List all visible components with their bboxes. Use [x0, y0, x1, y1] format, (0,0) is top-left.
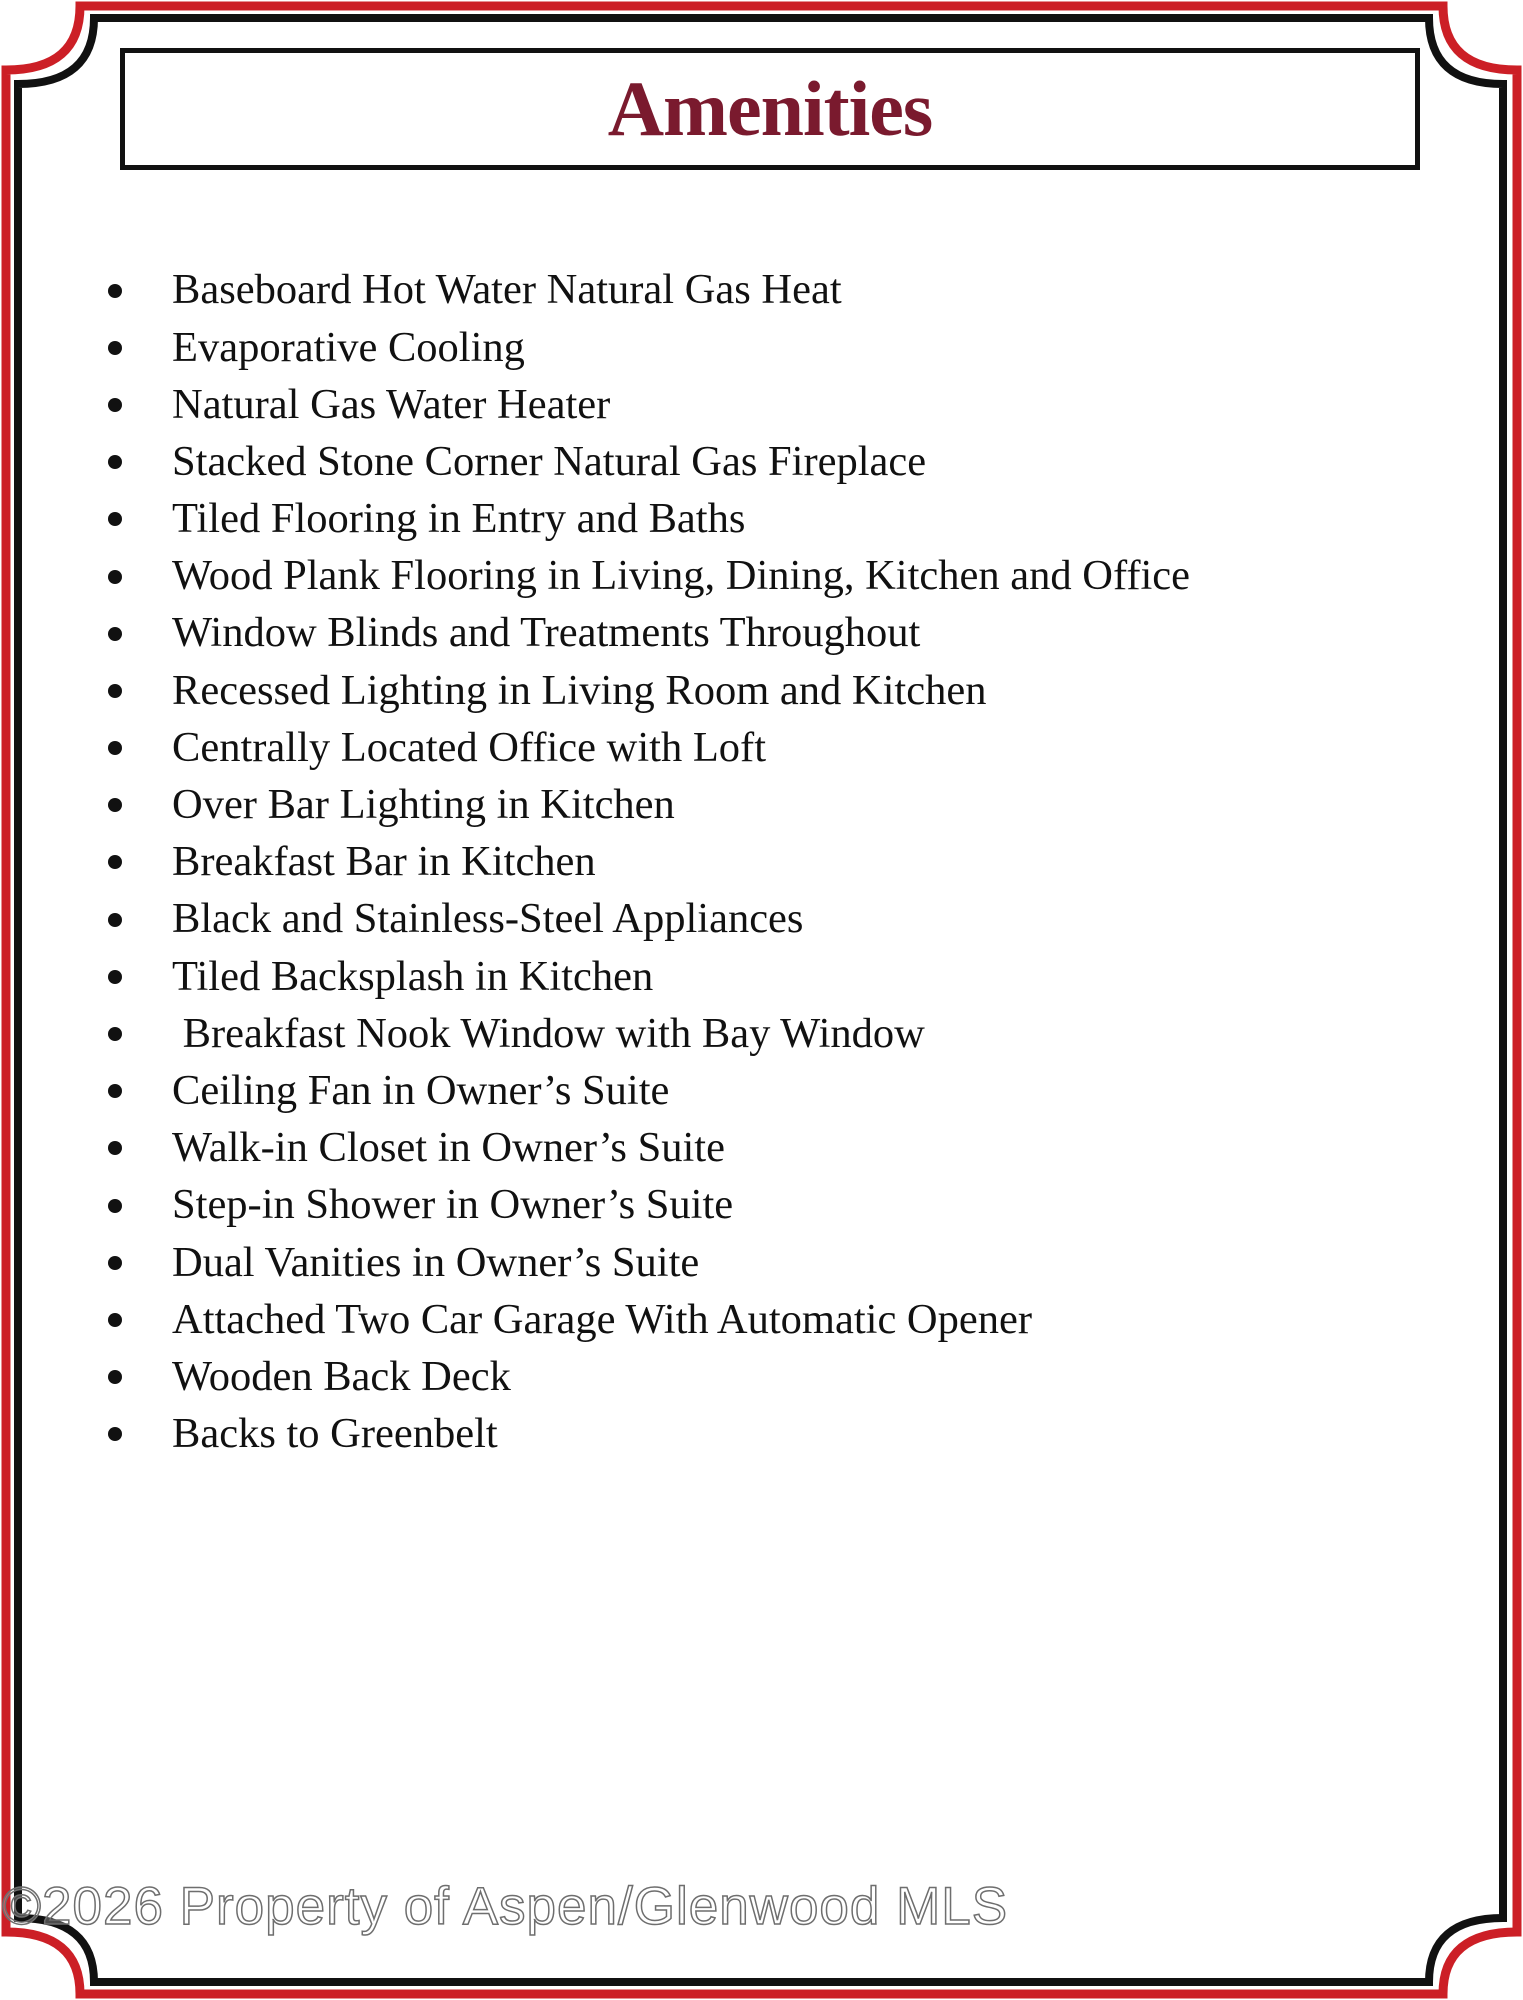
- amenity-text: Breakfast Nook Window with Bay Window: [172, 1009, 925, 1057]
- amenity-text: Window Blinds and Treatments Throughout: [172, 609, 921, 657]
- bullet-icon: [108, 684, 122, 698]
- title-box: [120, 48, 1420, 170]
- page-title: Amenities: [607, 65, 933, 152]
- amenity-text: Dual Vanities in Owner’s Suite: [172, 1238, 700, 1286]
- amenity-text: Over Bar Lighting in Kitchen: [172, 781, 675, 829]
- bullet-icon: [108, 570, 122, 584]
- amenity-text: Black and Stainless-Steel Appliances: [172, 895, 804, 943]
- list-item: [100, 1291, 1400, 1348]
- amenity-text: Ceiling Fan in Owner’s Suite: [172, 1066, 670, 1114]
- list-item: [100, 1063, 1400, 1120]
- list-item: [100, 1120, 1400, 1177]
- amenity-text: Tiled Flooring in Entry and Baths: [172, 495, 746, 543]
- amenity-text: Attached Two Car Garage With Automatic Opener: [172, 1295, 1033, 1343]
- bullet-icon: [108, 627, 122, 641]
- amenity-text: Baseboard Hot Water Natural Gas Heat: [172, 266, 842, 314]
- list-item: [100, 1349, 1400, 1406]
- amenity-text: Tiled Backsplash in Kitchen: [172, 952, 654, 1000]
- bullet-icon: [108, 455, 122, 469]
- list-item: [100, 720, 1400, 777]
- list-item: [100, 262, 1400, 319]
- list-item: [100, 491, 1400, 548]
- bullet-icon: [108, 798, 122, 812]
- list-item: [100, 434, 1400, 491]
- amenity-text: Backs to Greenbelt: [172, 1410, 498, 1458]
- list-item: [100, 319, 1400, 376]
- bullet-icon: [108, 855, 122, 869]
- bullet-icon: [108, 741, 122, 755]
- list-item: [100, 834, 1400, 891]
- bullet-icon: [108, 1199, 122, 1213]
- list-item: [100, 1234, 1400, 1291]
- list-item: [100, 1406, 1400, 1463]
- bullet-icon: [108, 398, 122, 412]
- bullet-icon: [108, 1141, 122, 1155]
- bullet-icon: [108, 341, 122, 355]
- amenity-text: Natural Gas Water Heater: [172, 380, 611, 428]
- amenities-list: [100, 262, 1400, 1463]
- list-item: [100, 548, 1400, 605]
- amenity-text: Wooden Back Deck: [172, 1352, 511, 1400]
- bullet-icon: [108, 1084, 122, 1098]
- bullet-icon: [108, 284, 122, 298]
- bullet-icon: [108, 1427, 122, 1441]
- list-item: [100, 376, 1400, 433]
- amenity-text: Recessed Lighting in Living Room and Kitchen: [172, 666, 987, 714]
- list-item: [100, 1177, 1400, 1234]
- list-item: [100, 662, 1400, 719]
- list-item: [100, 1005, 1400, 1062]
- amenity-text: Stacked Stone Corner Natural Gas Fireplace: [172, 437, 927, 485]
- bullet-icon: [108, 913, 122, 927]
- amenity-text: Wood Plank Flooring in Living, Dining, Kitchen and Office: [172, 552, 1191, 600]
- amenity-text: Walk-in Closet in Owner’s Suite: [172, 1124, 725, 1172]
- list-item: [100, 891, 1400, 948]
- watermark-text: ©2026 Property of Aspen/Glenwood MLS: [2, 1877, 1009, 1936]
- bullet-icon: [108, 1256, 122, 1270]
- bullet-icon: [108, 512, 122, 526]
- list-item: [100, 777, 1400, 834]
- amenity-text: Step-in Shower in Owner’s Suite: [172, 1181, 734, 1229]
- bullet-icon: [108, 1313, 122, 1327]
- amenity-text: Evaporative Cooling: [172, 323, 525, 371]
- bullet-icon: [108, 1027, 122, 1041]
- amenity-text: Centrally Located Office with Loft: [172, 723, 767, 771]
- bullet-icon: [108, 970, 122, 984]
- list-item: [100, 605, 1400, 662]
- list-item: [100, 948, 1400, 1005]
- amenity-text: Breakfast Bar in Kitchen: [172, 838, 596, 886]
- bullet-icon: [108, 1370, 122, 1384]
